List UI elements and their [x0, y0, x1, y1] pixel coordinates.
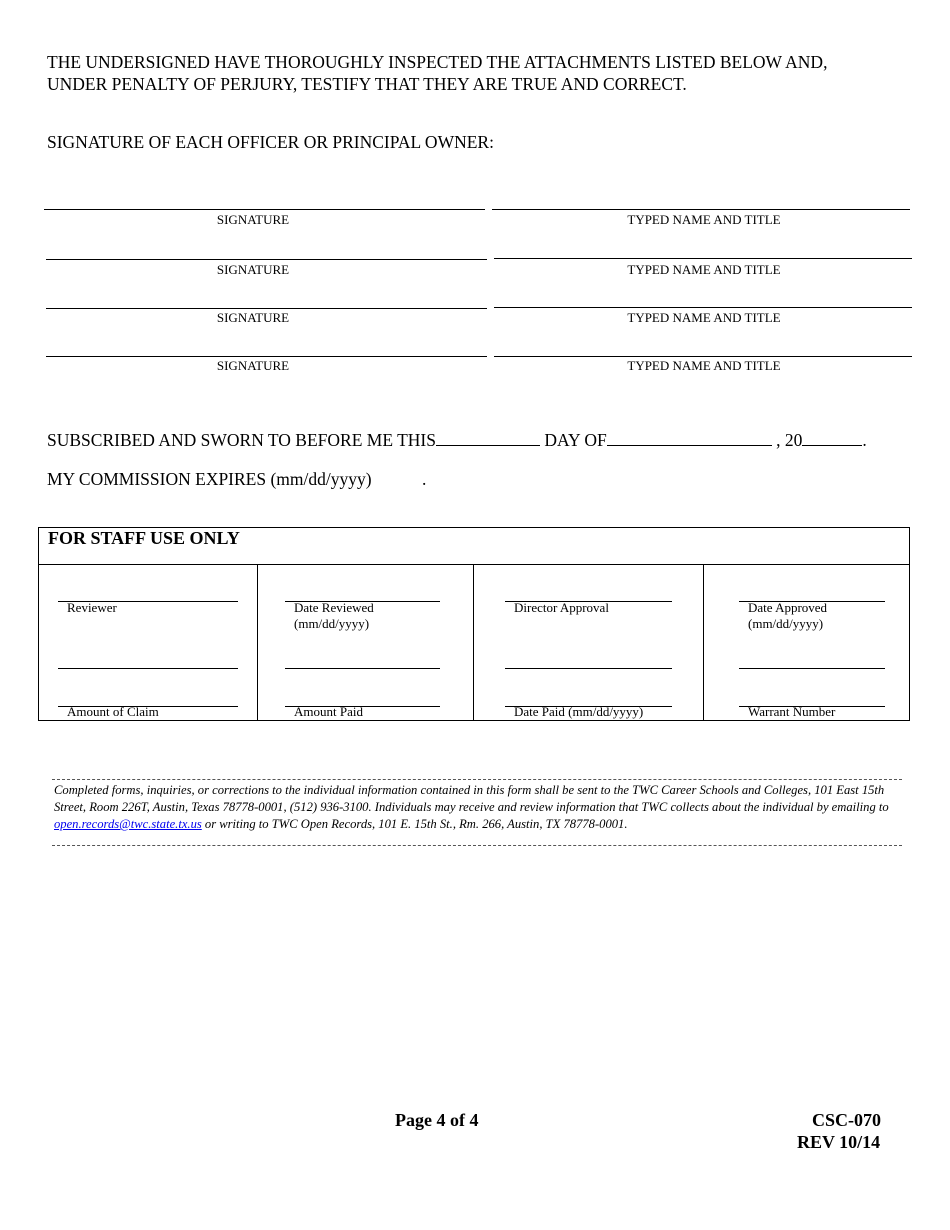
commission-end: .: [421, 469, 427, 489]
date-reviewed-label: [294, 600, 374, 632]
attestation-line-1: THE UNDERSIGNED HAVE THOROUGHLY INSPECTED THE ATTACHMENTS LISTED BELOW AND,: [47, 52, 828, 72]
sworn-prefix: SUBSCRIBED AND SWORN TO BEFORE ME THIS: [47, 430, 436, 450]
signature-line[interactable]: [46, 259, 487, 260]
notice-text-2: or writing to TWC Open Records, 101 E. 15th St., Rm. 266, Austin, TX 78778-0001.: [201, 817, 628, 831]
typed-name-line[interactable]: [494, 258, 912, 259]
commission-expires: [47, 468, 426, 490]
notice-text-1: Completed forms, inquiries, or corrections to the individual information contained in this form shall be sent to the TWC Career Schools and Colleges, 101 East 15th Street, Room 226T, Austin, Texas 78778-0001, (512) 936-3100. Individuals may receive and review information that TWC collects about the individual by emailing to: [54, 783, 889, 814]
date-paid-label: Date Paid (mm/dd/yyyy): [514, 704, 644, 719]
signature-line[interactable]: [44, 209, 485, 210]
amount-paid-label: Amount Paid: [294, 704, 363, 719]
signature-heading: SIGNATURE OF EACH OFFICER OR PRINCIPAL OWNER:: [47, 132, 494, 152]
reviewer-label: Reviewer: [67, 600, 117, 615]
form-number: CSC-070: [812, 1110, 882, 1130]
blank-line[interactable]: [285, 668, 440, 669]
divider: [703, 564, 704, 721]
typed-name-caption: TYPED NAME AND TITLE: [627, 358, 781, 373]
typed-name-line[interactable]: [492, 209, 910, 210]
day-of-label: DAY OF: [544, 430, 607, 450]
blank-line[interactable]: [58, 668, 238, 669]
date-reviewed-format: (mm/dd/yyyy): [294, 616, 370, 631]
privacy-notice: [54, 782, 914, 833]
typed-name-line[interactable]: [494, 356, 912, 357]
amount-of-claim-label: Amount of Claim: [67, 704, 159, 719]
typed-name-caption: TYPED NAME AND TITLE: [627, 310, 781, 325]
attestation-line-2: UNDER PENALTY OF PERJURY, TESTIFY THAT THEY ARE TRUE AND CORRECT.: [47, 74, 687, 94]
signature-caption: SIGNATURE: [216, 212, 290, 227]
revision-date: REV 10/14: [797, 1132, 881, 1152]
divider: [473, 564, 474, 721]
sworn-statement: [47, 429, 867, 451]
warrant-number-label: Warrant Number: [748, 704, 836, 719]
divider: [257, 564, 258, 721]
page-number: Page 4 of 4: [395, 1110, 479, 1130]
day-field[interactable]: [436, 429, 540, 446]
sworn-end: .: [862, 430, 867, 450]
typed-name-caption: TYPED NAME AND TITLE: [627, 212, 781, 227]
blank-line[interactable]: [739, 668, 885, 669]
commission-label: MY COMMISSION EXPIRES (mm/dd/yyyy): [47, 469, 372, 489]
staff-use-title: FOR STAFF USE ONLY: [48, 528, 240, 548]
typed-name-caption: TYPED NAME AND TITLE: [627, 262, 781, 277]
director-approval-label: Director Approval: [514, 600, 609, 615]
date-approved-label-line1: Date Approved: [748, 600, 828, 615]
blank-line[interactable]: [505, 668, 672, 669]
signature-caption: SIGNATURE: [216, 310, 290, 325]
month-field[interactable]: [607, 429, 772, 446]
date-approved-label: [748, 600, 827, 632]
signature-line[interactable]: [46, 356, 487, 357]
signature-caption: SIGNATURE: [216, 358, 290, 373]
date-approved-format: (mm/dd/yyyy): [748, 616, 824, 631]
attestation-text: [47, 51, 927, 95]
email-link[interactable]: open.records@twc.state.tx.us: [54, 817, 202, 831]
signature-caption: SIGNATURE: [216, 262, 290, 277]
dashed-divider: [52, 779, 902, 780]
date-reviewed-label-line1: Date Reviewed: [294, 600, 374, 615]
year-prefix: , 20: [776, 430, 803, 450]
signature-line[interactable]: [46, 308, 487, 309]
divider: [38, 564, 910, 565]
dashed-divider: [52, 845, 902, 846]
typed-name-line[interactable]: [494, 307, 912, 308]
year-field[interactable]: [802, 429, 862, 446]
